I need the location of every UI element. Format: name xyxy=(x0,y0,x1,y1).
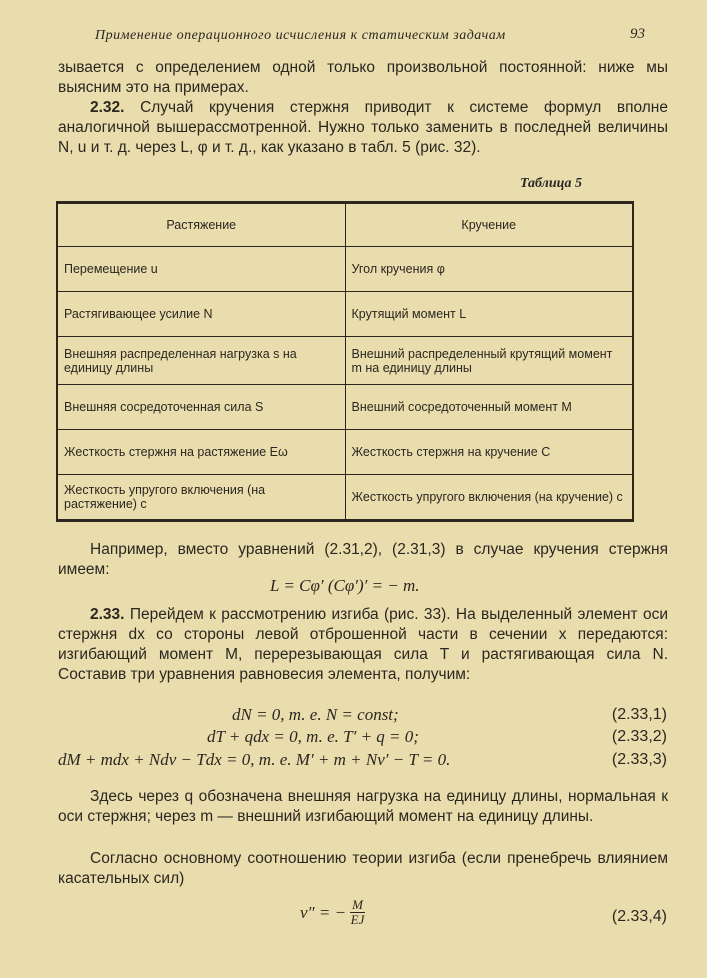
table-cell: Внешний распределенный крутящий момент m на единицу длины xyxy=(345,337,633,385)
equation-torsion: L = Cφ′ (Cφ′)′ = − m. xyxy=(270,576,420,595)
equation-lhs: v″ = − xyxy=(300,902,347,922)
table-cell: Жесткость стержня на кручение C xyxy=(345,430,633,475)
table-cell: Перемещение u xyxy=(57,247,345,292)
equation-deflection xyxy=(300,898,365,927)
equation: dN = 0, т. е. N = const; xyxy=(232,705,399,724)
table-row xyxy=(57,475,633,521)
section-number: 2.32. xyxy=(90,99,125,116)
denominator: EJ xyxy=(350,912,365,927)
table-row xyxy=(57,247,633,292)
table-cell: Жесткость упругого включения (на растяжение) c xyxy=(57,475,345,521)
table-cell: Растягивающее усилие N xyxy=(57,292,345,337)
header-cell: Кручение xyxy=(345,203,633,247)
table-row xyxy=(57,430,633,475)
paragraph: Например, вместо уравнений (2.31,2), (2.31,3) в случае кручения стержня имеем: xyxy=(58,541,668,578)
section-text: Случай кручения стержня приводит к системе формул вполне аналогичной вышерассмотренной. Нужно только заменить в последней величины N, u и т. д. через L, φ и т. д., как указано в табл. 5 (рис. 32). xyxy=(58,99,668,156)
equation: dM + mdx + Ndv − Tdx = 0, т. е. M′ + m + Nv′ − T = 0. xyxy=(58,750,451,769)
table-cell: Внешняя распределенная нагрузка s на единицу длины xyxy=(57,337,345,385)
table-cell: Внешний сосредоточенный момент M xyxy=(345,385,633,430)
equation-label: (2.33,4) xyxy=(611,908,667,925)
table-row xyxy=(57,385,633,430)
equation-label: (2.33,2) xyxy=(611,728,667,745)
table-cell: Жесткость упругого включения (на кручение) c xyxy=(345,475,633,521)
equation: dT + qdx = 0, т. е. T′ + q = 0; xyxy=(207,727,419,746)
running-title: Применение операционного исчисления к статическим задачам xyxy=(95,28,506,43)
paragraph: Здесь через q обозначена внешняя нагрузка на единицу длины, нормальная к оси стержня; через m — внешний изгибающий момент на единицу длины. xyxy=(58,788,668,825)
table-header-row xyxy=(57,203,633,247)
paragraph: Согласно основному соотношению теории изгиба (если пренебречь влиянием касательных сил) xyxy=(58,850,668,887)
table-cell: Жесткость стержня на растяжение Eω xyxy=(57,430,345,475)
section-text: Перейдем к рассмотрению изгиба (рис. 33). На выделенный элемент оси стержня dx со стороны левой отброшенной части в сечении x передаются: изгибающий момент M, перерезывающая сила T и растягивающая сила N. Составив три уравнения равновесия элемента, получим: xyxy=(58,606,668,683)
section-2-32 xyxy=(58,98,668,158)
section-2-33 xyxy=(58,605,668,685)
table-caption: Таблица 5 xyxy=(520,176,582,191)
table-row xyxy=(57,337,633,385)
paragraph: зывается с определением одной только произвольной постоянной: ниже мы выясним это на примерах. xyxy=(58,59,668,96)
table-row xyxy=(57,292,633,337)
table-cell: Угол кручения φ xyxy=(345,247,633,292)
equation-label: (2.33,1) xyxy=(611,706,667,723)
table-cell: Крутящий момент L xyxy=(345,292,633,337)
header-cell: Растяжение xyxy=(57,203,345,247)
section-number: 2.33. xyxy=(90,606,125,623)
comparison-table xyxy=(56,201,634,522)
equation-label: (2.33,3) xyxy=(611,751,667,768)
fraction xyxy=(350,898,365,927)
table-cell: Внешняя сосредоточенная сила S xyxy=(57,385,345,430)
numerator: M xyxy=(352,897,363,912)
page-number: 93 xyxy=(630,26,645,42)
